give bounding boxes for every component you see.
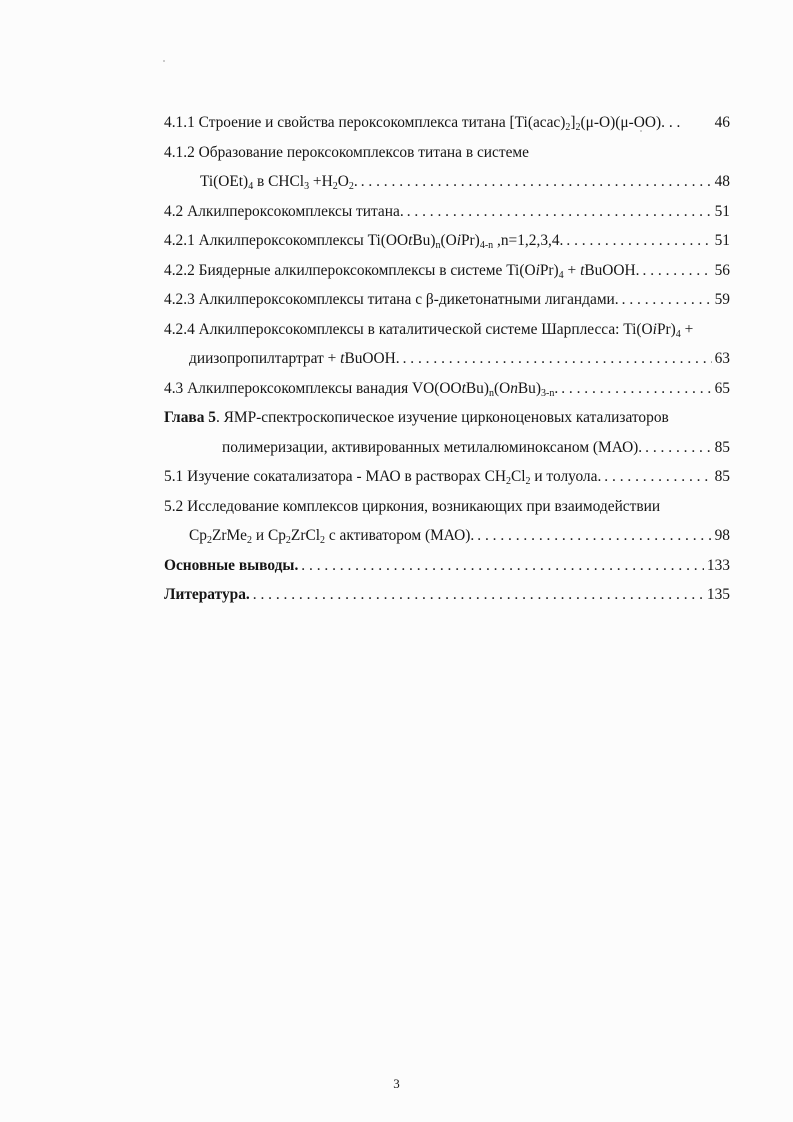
toc-entry-label: 4.2.1 Алкилпероксокомплексы $Ti(OOtBu)_n(OiPr)_{4-n}$ ,n=1,2,3,4.	[164, 232, 564, 251]
toc-page-number: 85	[714, 468, 730, 485]
toc-entry-label: 4.3 Алкилпероксокомплексы ванадия $VO(OOtBu)_n(OnBu)_{3-n}$.	[164, 379, 559, 399]
toc-entry-label: Глава 5. ЯМР-спектроскопическое изучение цирконоценовых катализаторов	[164, 409, 669, 426]
toc-entry-conclusions[interactable]	[164, 551, 730, 581]
toc-entry-label: 4.2.3 Алкилпероксокомплексы титана с β-дикетонатными лигандами.	[164, 291, 619, 308]
toc-leader-dots	[301, 551, 704, 581]
toc-leader-dots	[622, 285, 712, 315]
toc-page-number: 65	[714, 379, 730, 397]
toc-leader-dots	[645, 433, 711, 463]
toc-entry-4-2-4-cont[interactable]	[164, 344, 730, 374]
toc-entry-label: 5.1 Изучение сокатализатора - МАО в растворах $CH_2Cl_2$ и толуола.	[164, 468, 602, 487]
toc-page-number: 51	[714, 232, 730, 249]
toc-entry-label: диизопропилтартрат + tBuOOH.	[189, 350, 400, 367]
toc-leader-dots	[643, 256, 712, 286]
table-of-contents	[164, 108, 730, 610]
toc-entry-label: 5.2 Исследование комплексов циркония, возникающих при взаимодействии	[164, 497, 661, 515]
toc-entry-chapter-5-cont[interactable]	[164, 433, 730, 463]
toc-entry-label: $Cp_2ZrMe_2$ и $Cp_2ZrCl_2$ с активатором (МАО).	[189, 527, 475, 546]
page-number-footer: 3	[393, 1076, 400, 1091]
toc-entry-5-2[interactable]	[164, 492, 730, 522]
toc-leader-dots	[604, 462, 711, 492]
toc-entry-5-1[interactable]	[164, 462, 730, 492]
toc-entry-label: 4.2 Алкилпероксокомплексы титана.	[164, 202, 404, 220]
toc-entry-4-2-4[interactable]	[164, 315, 730, 345]
toc-entry-literature[interactable]	[164, 580, 730, 610]
toc-entry-label: Литература.	[164, 586, 250, 603]
toc-leader-dots	[566, 226, 711, 256]
toc-page-number: 133	[706, 556, 730, 574]
toc-entry-4-2-2[interactable]	[164, 256, 730, 286]
toc-leader-dots	[407, 197, 712, 227]
toc-entry-4-2-1[interactable]	[164, 226, 730, 256]
toc-entry-label: Основные выводы.	[164, 556, 299, 574]
toc-page-number: 46	[714, 114, 730, 131]
toc-page-number: 51	[714, 202, 730, 220]
toc-leader-dots	[253, 580, 704, 610]
toc-entry-4-1-2[interactable]	[164, 138, 730, 168]
toc-entry-5-2-cont[interactable]	[164, 521, 730, 551]
toc-entry-label: 4.2.4 Алкилпероксокомплексы в каталитической системе Шарплесса: $Ti(OiPr)_4$ +	[164, 320, 694, 340]
scan-speck	[163, 60, 165, 62]
toc-entry-4-1-2-cont[interactable]	[164, 167, 730, 197]
toc-entry-label: 4.1.1 Строение и свойства пероксокомплекса титана $[Ti(acac)_2]_2(\mu-O)(\mu-OO)$. . .	[164, 114, 681, 133]
toc-entry-chapter-5[interactable]	[164, 403, 730, 433]
toc-page-number: 85	[714, 438, 730, 456]
toc-page-number: 56	[714, 261, 730, 279]
toc-page-number: 59	[714, 291, 730, 308]
toc-page-number: 135	[706, 586, 730, 603]
toc-entry-label: 4.1.2 Образование пероксокомплексов титана в системе	[164, 143, 529, 161]
toc-page-number: 63	[714, 350, 730, 367]
toc-entry-label: 4.2.2 Биядерные алкилпероксокомплексы в системе $Ti(OiPr)_4$ + tBuOOH.	[164, 261, 640, 281]
toc-entry-4-2-3[interactable]	[164, 285, 730, 315]
toc-leader-dots	[361, 167, 712, 197]
toc-page-number: 98	[714, 527, 730, 544]
toc-leader-dots	[561, 374, 711, 404]
toc-leader-dots	[403, 344, 712, 374]
chapter-label: Глава 5	[164, 409, 216, 426]
toc-entry-label: $Ti(OEt)_4$ в CHCl$_3$ $+H_2O_2$.	[200, 173, 358, 192]
toc-page-number: 48	[714, 173, 730, 190]
toc-entry-4-1-1[interactable]	[164, 108, 730, 138]
toc-leader-dots	[477, 521, 711, 551]
toc-entry-4-2[interactable]	[164, 197, 730, 227]
toc-entry-4-3[interactable]	[164, 374, 730, 404]
toc-entry-label: полимеризации, активированных метилалюминоксаном (МАО).	[222, 438, 643, 456]
